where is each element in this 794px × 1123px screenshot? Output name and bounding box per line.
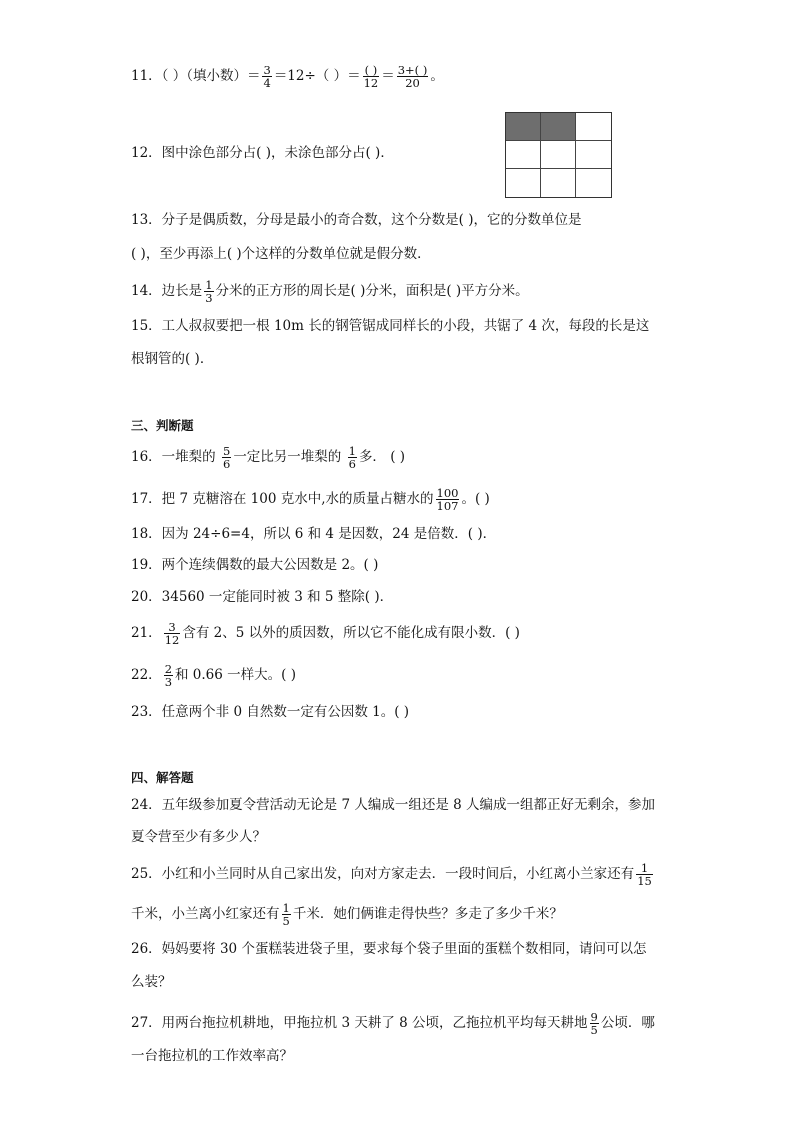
q21-prefix: 21． — [131, 625, 162, 641]
q11-fraction-blank-20: $\frac{3+( )}{20}$ — [397, 63, 428, 90]
grid-cell — [541, 141, 576, 169]
q14-suffix: 分米的正方形的周长是( )分米，面积是( )平方分米。 — [215, 283, 529, 299]
question-26-line-2: 么装？ — [131, 974, 172, 990]
grid-cell — [506, 169, 541, 197]
question-20: 20．34560 一定能同时被 3 和 5 整除( )． — [131, 589, 394, 605]
q22-prefix: 22． — [131, 667, 162, 683]
q25-fraction-1-5: $\frac{1}{5}$ — [282, 901, 290, 928]
q21-fraction-3-12: $\frac{3}{12}$ — [164, 620, 180, 647]
q17-suffix: 。( ) — [461, 491, 490, 507]
question-17 — [131, 487, 490, 512]
grid-cell — [506, 141, 541, 169]
q16-prefix: 16．一堆梨的 — [131, 449, 220, 465]
question-27-line-1 — [131, 1011, 655, 1036]
q11-mid: ＝12÷（ ）＝ — [273, 68, 361, 84]
q16-fraction-1-6: $\frac{1}{6}$ — [348, 444, 356, 471]
q14-prefix: 14．边长是 — [131, 283, 203, 299]
question-11 — [131, 64, 444, 89]
q25-prefix: 25．小红和小兰同时从自己家出发，向对方家走去．一段时间后，小红离小兰家还有 — [131, 866, 635, 882]
question-16 — [131, 445, 405, 470]
q17-prefix: 17．把 7 克糖溶在 100 克水中,水的质量占糖水的 — [131, 491, 434, 507]
q16-mid: 一定比另一堆梨的 — [233, 449, 346, 465]
q25-fraction-1-15: $\frac{1}{15}$ — [637, 861, 652, 888]
question-13-line-1: 13．分子是偶质数，分母是最小的奇合数，这个分数是( )，它的分数单位是 — [131, 212, 582, 228]
q25-suffix: 千米．她们俩谁走得快些？多走了多少千米？ — [292, 906, 563, 922]
q11-fraction-blank-12: $\frac{( )}{12}$ — [363, 63, 379, 90]
grid-cell — [576, 169, 611, 197]
q22-fraction-2-3: $\frac{2}{3}$ — [164, 662, 173, 689]
question-21 — [131, 621, 520, 646]
question-15-line-1: 15．工人叔叔要把一根 10m 长的钢管锯成同样长的小段，共锯了 4 次，每段的长是这 — [131, 318, 650, 334]
question-24-line-1: 24．五年级参加夏令营活动无论是 7 人编成一组还是 8 人编成一组都正好无剩余，参加 — [131, 797, 656, 813]
question-22 — [131, 663, 296, 688]
question-24-line-2: 夏令营至少有多少人？ — [131, 829, 266, 845]
q27-prefix: 27．用两台拖拉机耕地，甲拖拉机 3 天耕了 8 公顷，乙拖拉机平均每天耕地 — [131, 1015, 588, 1031]
grid-cell — [576, 141, 611, 169]
question-26-line-1: 26．妈妈要将 30 个蛋糕装进袋子里，要求每个袋子里面的蛋糕个数相同，请问可以怎 — [131, 941, 647, 957]
q11-fraction-3-4: $\frac{3}{4}$ — [263, 63, 271, 90]
question-25-line-1 — [131, 862, 655, 887]
question-12: 12．图中涂色部分占( )，未涂色部分占( )． — [131, 145, 394, 161]
grid-cell — [576, 113, 611, 141]
grid-cell-shaded — [506, 113, 541, 141]
q14-fraction-1-3: $\frac{1}{3}$ — [205, 278, 213, 305]
question-25-line-2 — [131, 902, 563, 927]
question-18: 18．因为 24÷6=4，所以 6 和 4 是因数，24 是倍数．( )． — [131, 526, 497, 542]
section-heading-answer: 四、解答题 — [131, 770, 194, 785]
q16-fraction-5-6: $\frac{5}{6}$ — [222, 444, 231, 471]
grid-cell-shaded — [541, 113, 576, 141]
q11-end: 。 — [430, 68, 444, 84]
q11-prefix: 11．（ ）（填小数）＝ — [131, 68, 261, 84]
grid-cell — [541, 169, 576, 197]
question-14 — [131, 279, 529, 304]
q25-mid: 千米，小兰离小红家还有 — [131, 906, 280, 922]
question-19: 19．两个连续偶数的最大公因数是 2。( ) — [131, 557, 379, 573]
q11-eq: ＝ — [381, 68, 395, 84]
shaded-grid-figure — [505, 112, 612, 198]
question-15-line-2: 根钢管的( )． — [131, 351, 214, 367]
question-13-line-2: ( )，至少再添上( )个这样的分数单位就是假分数． — [131, 246, 431, 262]
q27-suffix: 公顷．哪 — [600, 1015, 655, 1031]
q16-suffix: 多． ( ) — [358, 449, 406, 465]
q17-fraction-100-107: $\frac{100}{107}$ — [436, 486, 459, 513]
question-27-line-2: 一台拖拉机的工作效率高？ — [131, 1048, 293, 1064]
q21-suffix: 含有 2、5 以外的质因数，所以它不能化成有限小数．( ) — [182, 625, 520, 641]
question-23: 23．任意两个非 0 自然数一定有公因数 1。( ) — [131, 704, 410, 720]
q27-fraction-9-5: $\frac{9}{5}$ — [590, 1010, 598, 1037]
q22-suffix: 和 0.66 一样大。( ) — [175, 667, 296, 683]
section-heading-judgment: 三、判断题 — [131, 418, 194, 433]
